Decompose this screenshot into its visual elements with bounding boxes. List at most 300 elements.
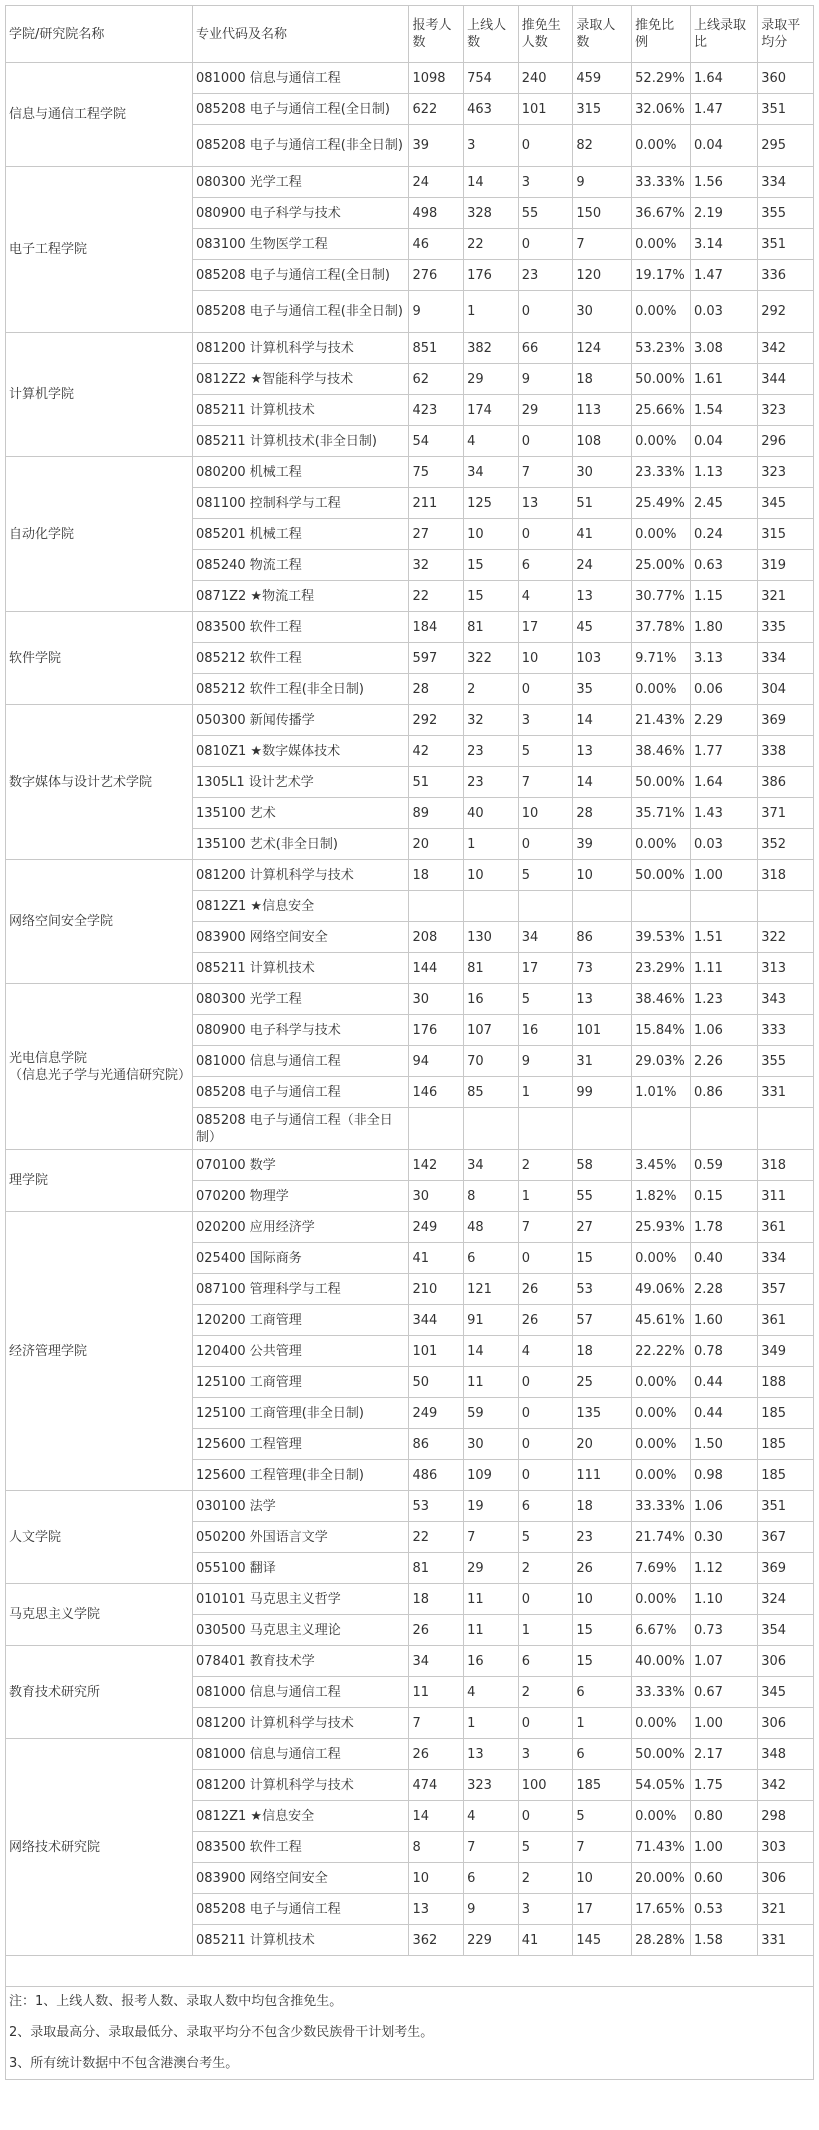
apply-cell: 26 [409,1615,464,1646]
admit-cell: 17 [573,1894,632,1925]
pr-cell: 0.53 [690,1894,757,1925]
ratio-cell: 19.17% [632,260,691,291]
pass-cell: 174 [464,395,519,426]
pass-cell: 4 [464,426,519,457]
pass-cell: 59 [464,1398,519,1429]
pr-cell: 2.28 [690,1274,757,1305]
pr-cell: 1.77 [690,736,757,767]
apply-cell: 10 [409,1863,464,1894]
major-code: 030500 [196,1622,246,1638]
avg-cell: 345 [758,1677,814,1708]
major-code: 085208 [196,304,246,319]
table-row [6,1739,814,1770]
ratio-cell: 36.67% [632,198,691,229]
ratio-cell: 33.33% [632,167,691,198]
avg-cell: 292 [758,291,814,333]
apply-cell: 18 [409,1584,464,1615]
pr-cell: 1.23 [690,984,757,1015]
major-name: 设计艺术学 [248,774,314,790]
avg-cell: 318 [758,1150,814,1181]
apply-cell: 54 [409,426,464,457]
avg-cell: 323 [758,457,814,488]
rec-cell: 0 [518,1429,573,1460]
admit-cell: 101 [573,1015,632,1046]
major-code: 081200 [196,1715,246,1731]
major-name: ★信息安全 [250,1808,315,1824]
major-name: 光学工程 [249,991,302,1007]
major-code: 0871Z2 [196,588,247,604]
major-cell [193,984,409,1015]
avg-cell: 361 [758,1212,814,1243]
major-cell [193,1894,409,1925]
rec-cell: 0 [518,1398,573,1429]
major-name: 物理学 [249,1188,289,1204]
ratio-cell: 23.33% [632,457,691,488]
pass-cell: 323 [464,1770,519,1801]
major-code: 080900 [196,205,246,221]
pass-cell: 2 [464,674,519,705]
rec-cell: 101 [518,94,573,125]
rec-cell: 1 [518,1077,573,1108]
avg-cell: 345 [758,488,814,519]
avg-cell: 355 [758,1046,814,1077]
major-cell [193,333,409,364]
apply-cell: 22 [409,1522,464,1553]
ratio-cell: 22.22% [632,1336,691,1367]
major-name: 工程管理(非全日制) [249,1467,364,1483]
major-name: ★信息安全 [250,898,315,914]
major-code: 083100 [196,236,246,252]
pass-cell: 16 [464,1646,519,1677]
note-line: 3、所有统计数据中不包含港澳台考生。 [9,2056,239,2071]
major-name: 艺术(非全日制) [249,836,338,852]
pass-cell: 81 [464,612,519,643]
rec-cell: 0 [518,1460,573,1491]
major-code: 083500 [196,1839,246,1855]
pass-cell: 754 [464,63,519,94]
major-code: 078401 [196,1653,246,1669]
rec-cell: 3 [518,167,573,198]
admit-cell: 86 [573,922,632,953]
ratio-cell: 17.65% [632,1894,691,1925]
ratio-cell: 0.00% [632,291,691,333]
ratio-cell: 33.33% [632,1677,691,1708]
ratio-cell: 0.00% [632,519,691,550]
header-row [6,6,814,63]
avg-cell: 360 [758,63,814,94]
major-name: ★数字媒体技术 [250,743,341,759]
major-name: 工商管理 [249,1312,302,1328]
pr-cell: 3.08 [690,333,757,364]
table-row [6,612,814,643]
admit-cell: 26 [573,1553,632,1584]
apply-cell: 486 [409,1460,464,1491]
ratio-cell [632,1108,691,1150]
pr-cell: 1.43 [690,798,757,829]
ratio-cell: 21.74% [632,1522,691,1553]
rec-cell: 3 [518,1739,573,1770]
admit-cell: 13 [573,736,632,767]
major-code: 081000 [196,1746,246,1762]
ratio-cell: 0.00% [632,1398,691,1429]
school-name-cell: 光电信息学院 （信息光子学与光通信研究院） [6,984,193,1150]
rec-cell: 0 [518,1584,573,1615]
ratio-cell: 53.23% [632,333,691,364]
major-code: 085212 [196,681,246,697]
rec-cell: 26 [518,1305,573,1336]
major-cell [193,1367,409,1398]
pass-cell: 6 [464,1243,519,1274]
avg-cell: 306 [758,1708,814,1739]
major-code: 125600 [196,1436,246,1452]
pass-cell: 81 [464,953,519,984]
admit-cell: 25 [573,1367,632,1398]
pr-cell: 1.58 [690,1925,757,1956]
pr-cell: 1.60 [690,1305,757,1336]
pass-cell: 70 [464,1046,519,1077]
major-cell [193,457,409,488]
major-name: 管理科学与工程 [249,1281,341,1297]
admit-cell: 10 [573,860,632,891]
school-name-cell: 理学院 [6,1150,193,1212]
apply-cell: 30 [409,1181,464,1212]
pass-cell: 11 [464,1367,519,1398]
major-cell [193,767,409,798]
major-name: 机械工程 [249,526,302,542]
pass-cell: 29 [464,364,519,395]
avg-cell: 318 [758,860,814,891]
pass-cell: 32 [464,705,519,736]
major-cell [193,1739,409,1770]
apply-cell: 30 [409,984,464,1015]
rec-cell: 6 [518,1491,573,1522]
rec-cell: 240 [518,63,573,94]
major-cell [193,291,409,333]
avg-cell: 351 [758,94,814,125]
major-name: 计算机技术 [249,960,315,976]
ratio-cell: 50.00% [632,860,691,891]
apply-cell: 276 [409,260,464,291]
pr-cell: 1.06 [690,1491,757,1522]
admit-cell: 315 [573,94,632,125]
pass-cell: 4 [464,1801,519,1832]
major-code: 050300 [196,712,246,728]
major-code: 0812Z1 [196,898,247,914]
major-code: 085211 [196,1932,246,1948]
rec-cell: 29 [518,395,573,426]
pr-cell: 0.03 [690,829,757,860]
avg-cell: 355 [758,198,814,229]
rec-cell: 0 [518,1708,573,1739]
admit-cell: 10 [573,1584,632,1615]
pass-cell: 8 [464,1181,519,1212]
admit-cell: 113 [573,395,632,426]
ratio-cell: 0.00% [632,1801,691,1832]
apply-cell: 176 [409,1015,464,1046]
table-row [6,1584,814,1615]
ratio-cell [632,891,691,922]
apply-cell: 50 [409,1367,464,1398]
avg-cell: 321 [758,581,814,612]
apply-cell: 362 [409,1925,464,1956]
admit-cell: 1 [573,1708,632,1739]
avg-cell: 343 [758,984,814,1015]
major-code: 080300 [196,174,246,190]
apply-cell: 32 [409,550,464,581]
school-name-cell: 人文学院 [6,1491,193,1584]
apply-cell: 34 [409,1646,464,1677]
major-name: 电子与通信工程(非全日制) [249,138,403,153]
table-row [6,167,814,198]
pr-cell: 0.80 [690,1801,757,1832]
major-name: 电子与通信工程(全日制) [249,267,390,283]
ratio-cell: 50.00% [632,364,691,395]
major-code: 085208 [196,1901,246,1917]
rec-cell: 0 [518,829,573,860]
major-cell [193,581,409,612]
pr-cell: 0.73 [690,1615,757,1646]
school-name-cell: 教育技术研究所 [6,1646,193,1739]
ratio-cell: 32.06% [632,94,691,125]
major-cell [193,364,409,395]
pr-cell: 2.26 [690,1046,757,1077]
major-code: 085208 [196,1084,246,1100]
header-avg-score: 录取平均分 [758,6,814,63]
avg-cell: 306 [758,1863,814,1894]
major-name: 电子与通信工程（非全日制） [196,1112,393,1145]
admit-cell: 35 [573,674,632,705]
avg-cell: 296 [758,426,814,457]
table-body [6,63,814,1956]
major-cell [193,922,409,953]
apply-cell: 184 [409,612,464,643]
admit-cell: 23 [573,1522,632,1553]
major-code: 085211 [196,433,246,449]
ratio-cell: 38.46% [632,984,691,1015]
avg-cell: 386 [758,767,814,798]
apply-cell: 344 [409,1305,464,1336]
major-cell [193,1212,409,1243]
major-cell [193,1553,409,1584]
avg-cell: 334 [758,643,814,674]
pass-cell: 7 [464,1522,519,1553]
pr-cell: 0.04 [690,125,757,167]
major-cell [193,1274,409,1305]
ratio-cell: 0.00% [632,426,691,457]
pass-cell: 4 [464,1677,519,1708]
pr-cell: 0.40 [690,1243,757,1274]
admit-cell: 20 [573,1429,632,1460]
ratio-cell: 25.66% [632,395,691,426]
pass-cell: 48 [464,1212,519,1243]
major-cell [193,94,409,125]
avg-cell: 185 [758,1460,814,1491]
apply-cell: 249 [409,1398,464,1429]
major-cell [193,1015,409,1046]
major-name: 控制科学与工程 [249,495,341,511]
apply-cell: 26 [409,1739,464,1770]
school-name-cell: 经济管理学院 [6,1212,193,1491]
ratio-cell: 29.03% [632,1046,691,1077]
admit-cell: 57 [573,1305,632,1336]
pass-cell: 6 [464,1863,519,1894]
major-cell [193,426,409,457]
ratio-cell: 38.46% [632,736,691,767]
major-code: 010101 [196,1591,246,1607]
rec-cell: 5 [518,984,573,1015]
major-name: 物流工程 [249,557,302,573]
major-cell [193,953,409,984]
rec-cell: 41 [518,1925,573,1956]
ratio-cell: 35.71% [632,798,691,829]
rec-cell: 0 [518,291,573,333]
ratio-cell: 3.45% [632,1150,691,1181]
ratio-cell: 37.78% [632,612,691,643]
pass-cell: 11 [464,1584,519,1615]
rec-cell: 5 [518,1832,573,1863]
header-school: 学院/研究院名称 [6,6,193,63]
major-code: 055100 [196,1560,246,1576]
major-cell [193,860,409,891]
pass-cell: 109 [464,1460,519,1491]
rec-cell: 1 [518,1181,573,1212]
major-name: 新闻传播学 [249,712,315,728]
admit-cell: 7 [573,229,632,260]
avg-cell: 319 [758,550,814,581]
pr-cell: 1.78 [690,1212,757,1243]
table-row [6,333,814,364]
pr-cell: 1.47 [690,94,757,125]
major-name: 软件工程(非全日制) [249,681,364,697]
apply-cell: 498 [409,198,464,229]
avg-cell: 351 [758,229,814,260]
apply-cell: 11 [409,1677,464,1708]
avg-cell: 361 [758,1305,814,1336]
admit-cell: 13 [573,984,632,1015]
pass-cell: 29 [464,1553,519,1584]
major-code: 125100 [196,1405,246,1421]
pass-cell: 91 [464,1305,519,1336]
major-cell [193,1108,409,1150]
spacer-row [6,1956,814,1987]
pr-cell [690,891,757,922]
apply-cell: 51 [409,767,464,798]
rec-cell: 2 [518,1553,573,1584]
apply-cell: 89 [409,798,464,829]
avg-cell: 354 [758,1615,814,1646]
pr-cell: 1.47 [690,260,757,291]
major-cell [193,519,409,550]
pr-cell: 1.13 [690,457,757,488]
note-line: 注：1、上线人数、报考人数、录取人数中均包含推免生。 [9,1994,343,2009]
apply-cell: 75 [409,457,464,488]
avg-cell: 306 [758,1646,814,1677]
rec-cell: 10 [518,798,573,829]
rec-cell: 4 [518,1336,573,1367]
pass-cell: 125 [464,488,519,519]
admit-cell: 124 [573,333,632,364]
avg-cell: 188 [758,1367,814,1398]
rec-cell: 66 [518,333,573,364]
apply-cell: 53 [409,1491,464,1522]
apply-cell: 210 [409,1274,464,1305]
ratio-cell: 1.82% [632,1181,691,1212]
major-name: 计算机科学与技术 [249,340,354,356]
pr-cell: 1.00 [690,860,757,891]
school-name-cell: 信息与通信工程学院 [6,63,193,167]
spacer-cell [6,1956,814,1987]
avg-cell: 351 [758,1491,814,1522]
ratio-cell: 40.00% [632,1646,691,1677]
avg-cell: 367 [758,1522,814,1553]
major-name: 国际商务 [249,1250,302,1266]
admit-cell: 18 [573,364,632,395]
pass-cell: 130 [464,922,519,953]
pr-cell: 0.59 [690,1150,757,1181]
avg-cell: 336 [758,260,814,291]
apply-cell: 292 [409,705,464,736]
major-code: 081000 [196,70,246,86]
major-code: 085211 [196,402,246,418]
major-name: 计算机技术(非全日制) [249,433,377,449]
avg-cell: 313 [758,953,814,984]
ratio-cell: 54.05% [632,1770,691,1801]
pass-cell: 14 [464,1336,519,1367]
major-cell [193,798,409,829]
pr-cell: 0.98 [690,1460,757,1491]
apply-cell: 8 [409,1832,464,1863]
header-pass: 上线人数 [464,6,519,63]
pr-cell: 2.29 [690,705,757,736]
ratio-cell: 0.00% [632,1460,691,1491]
ratio-cell: 15.84% [632,1015,691,1046]
avg-cell: 185 [758,1398,814,1429]
rec-cell: 100 [518,1770,573,1801]
pr-cell: 3.14 [690,229,757,260]
pass-cell: 22 [464,229,519,260]
avg-cell: 338 [758,736,814,767]
apply-cell: 146 [409,1077,464,1108]
rec-cell: 0 [518,1243,573,1274]
admit-cell: 30 [573,291,632,333]
major-cell [193,1398,409,1429]
major-cell [193,674,409,705]
major-cell [193,1243,409,1274]
rec-cell: 0 [518,674,573,705]
avg-cell: 342 [758,333,814,364]
ratio-cell: 0.00% [632,125,691,167]
major-cell [193,1522,409,1553]
rec-cell: 5 [518,860,573,891]
pr-cell: 1.00 [690,1708,757,1739]
pass-cell: 15 [464,581,519,612]
avg-cell: 344 [758,364,814,395]
major-cell [193,612,409,643]
header-admitted: 录取人数 [573,6,632,63]
avg-cell [758,891,814,922]
rec-cell: 9 [518,1046,573,1077]
rec-cell: 5 [518,736,573,767]
apply-cell: 1098 [409,63,464,94]
pr-cell: 1.00 [690,1832,757,1863]
ratio-cell: 0.00% [632,1584,691,1615]
school-name-cell: 软件学院 [6,612,193,705]
admit-cell: 108 [573,426,632,457]
pr-cell: 1.15 [690,581,757,612]
major-name: 计算机科学与技术 [249,1715,354,1731]
major-cell [193,1708,409,1739]
major-code: 081200 [196,340,246,356]
